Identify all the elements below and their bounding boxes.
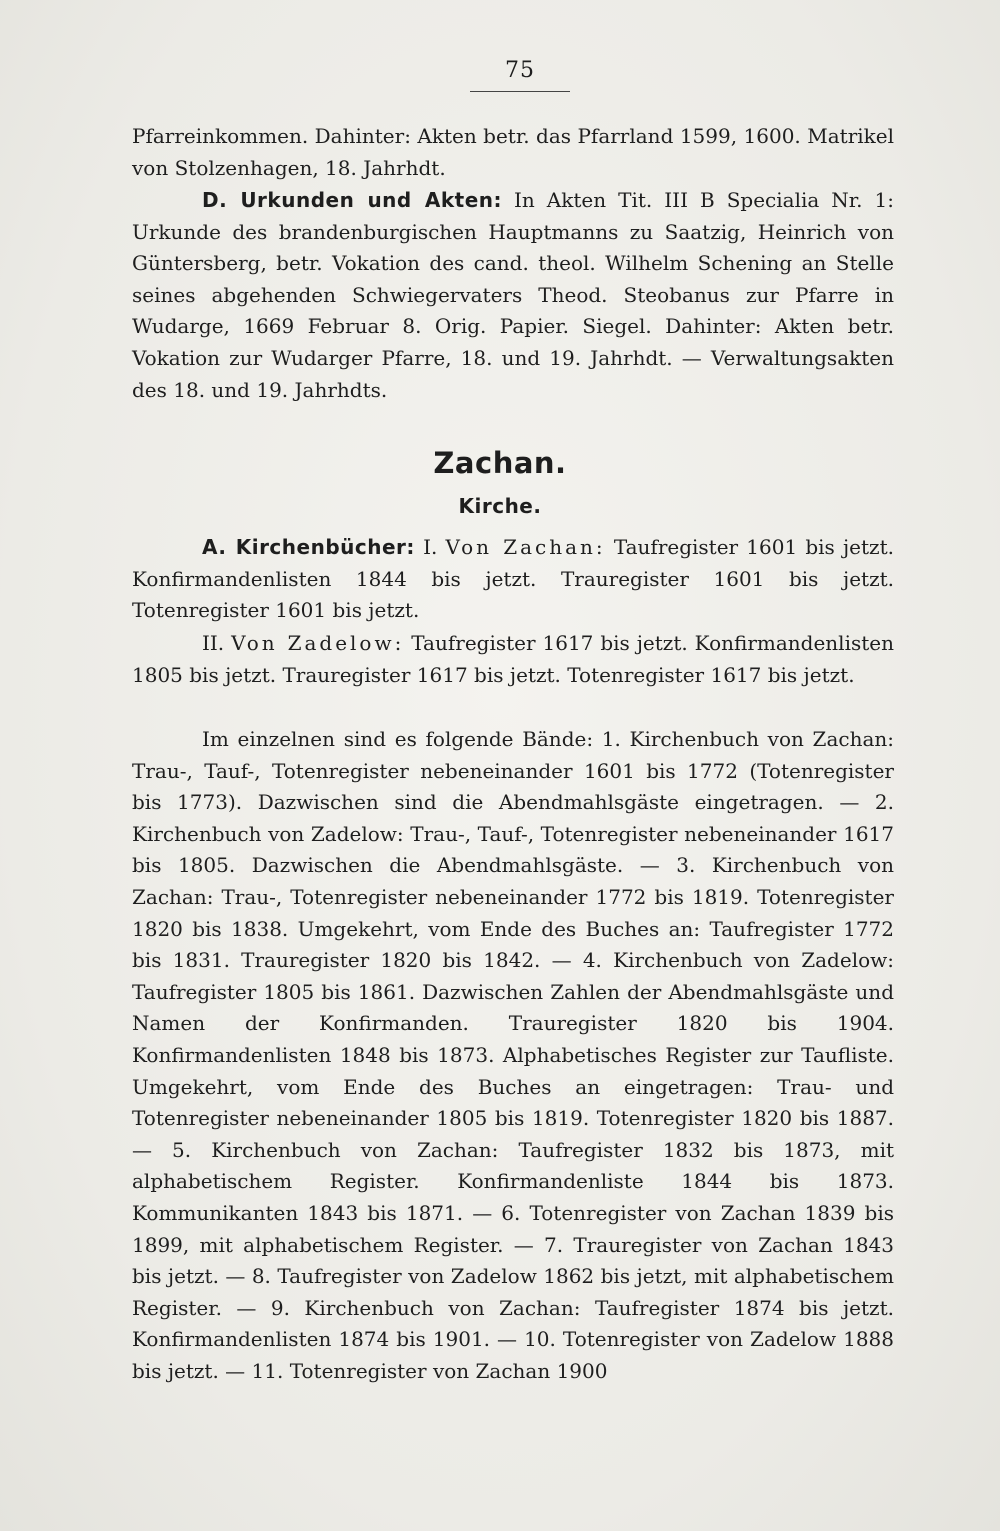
roman-numeral-two: II. [202, 631, 225, 655]
roman-numeral-one: I. [423, 535, 438, 559]
paragraph-urkunden-und-akten [132, 185, 894, 406]
place-label-zachan: Von Zachan: [445, 535, 606, 559]
zachan-registers-text: Taufregister 1601 bis jetzt. Konfirmandenlisten 1844 bis jetzt. Trauregister 1601 bis jetzt. Totenregister 1601 bis jetzt. [132, 535, 894, 623]
page-number: 75 [505, 58, 535, 83]
zadelow-registers-text: Taufregister 1617 bis jetzt. Konfirmandenlisten 1805 bis jetzt. Trauregister 1617 bis jetzt. Totenregister 1617 bis jetzt. [132, 631, 894, 687]
paragraph-einzelne-baende: Im einzelnen sind es folgende Bände: 1. Kirchenbuch von Zachan: Trau-, Tauf-, Totenregister nebeneinander 1601 bis 1772 (Totenregister bis 1773). Dazwischen sind die Abendmahlsgäste eingetragen. — 2. Kirchenbuch von Zadelow: Trau-, Tauf-, Totenregister nebeneinander 1617 bis 1805. Dazwischen die Abendmahlsgäste. — 3. Kirchenbuch von Zachan: Trau-, Totenregister nebeneinander 1772 bis 1819. Totenregister 1820 bis 1838. Umgekehrt, vom Ende des Buches an: Taufregister 1772 bis 1831. Trauregister 1820 bis 1842. — 4. Kirchenbuch von Zadelow: Taufregister 1805 bis 1861. Dazwischen Zahlen der Abendmahlsgäste und Namen der Konfirmanden. Trauregister 1820 bis 1904. Konfirmandenlisten 1848 bis 1873. Alphabetisches Register zur Taufliste. Umgekehrt, vom Ende des Buches an eingetragen: Trau- und Totenregister nebeneinander 1805 bis 1819. Totenregister 1820 bis 1887. — 5. Kirchenbuch von Zachan: Taufregister 1832 bis 1873, mit alphabetischem Register. Konfirmandenliste 1844 bis 1873. Kommunikanten 1843 bis 1871. — 6. Totenregister von Zachan 1839 bis 1899, mit alphabetischem Register. — 7. Trauregister von Zachan 1843 bis jetzt. — 8. Taufregister von Zadelow 1862 bis jetzt, mit alphabetischem Register. — 9. Kirchenbuch von Zachan: Taufregister 1874 bis jetzt. Konfirmandenlisten 1874 bis 1901. — 10. Totenregister von Zadelow 1888 bis jetzt. — 11. Totenregister von Zachan 1900 [132, 727, 894, 1383]
paragraph-pfarreinkommen: Pfarreinkommen. Dahinter: Akten betr. das Pfarrland 1599, 1600. Matrikel von Stolzenhagen, 18. Jahrhdt. [132, 124, 894, 180]
section-d-text: In Akten Tit. III B Specialia Nr. 1: Urkunde des brandenburgischen Hauptmanns zu Saatzig, Heinrich von Güntersberg, betr. Vokation des cand. theol. Wilhelm Schening an Stelle seines abgehenden Schwiegervaters Theod. Steobanus zur Pfarre in Wudarge, 1669 Februar 8. Orig. Papier. Siegel. Dahinter: Akten betr. Vokation zur Wudarger Pfarre, 18. und 19. Jahrhdt. — Verwaltungsakten des 18. und 19. Jahrhdts. [132, 188, 894, 402]
paragraph-zadelow [132, 628, 894, 691]
place-label-zadelow: Von Zadelow: [231, 631, 405, 655]
section-heading-a: A. Kirchenbücher: [202, 535, 415, 559]
section-subtitle: Kirche. [458, 494, 542, 518]
page-number-rule [470, 91, 570, 92]
place-title: Zachan. [433, 446, 567, 480]
paragraph-kirchenbuecher [132, 532, 894, 627]
section-heading-d: D. Urkunden und Akten: [202, 188, 502, 212]
